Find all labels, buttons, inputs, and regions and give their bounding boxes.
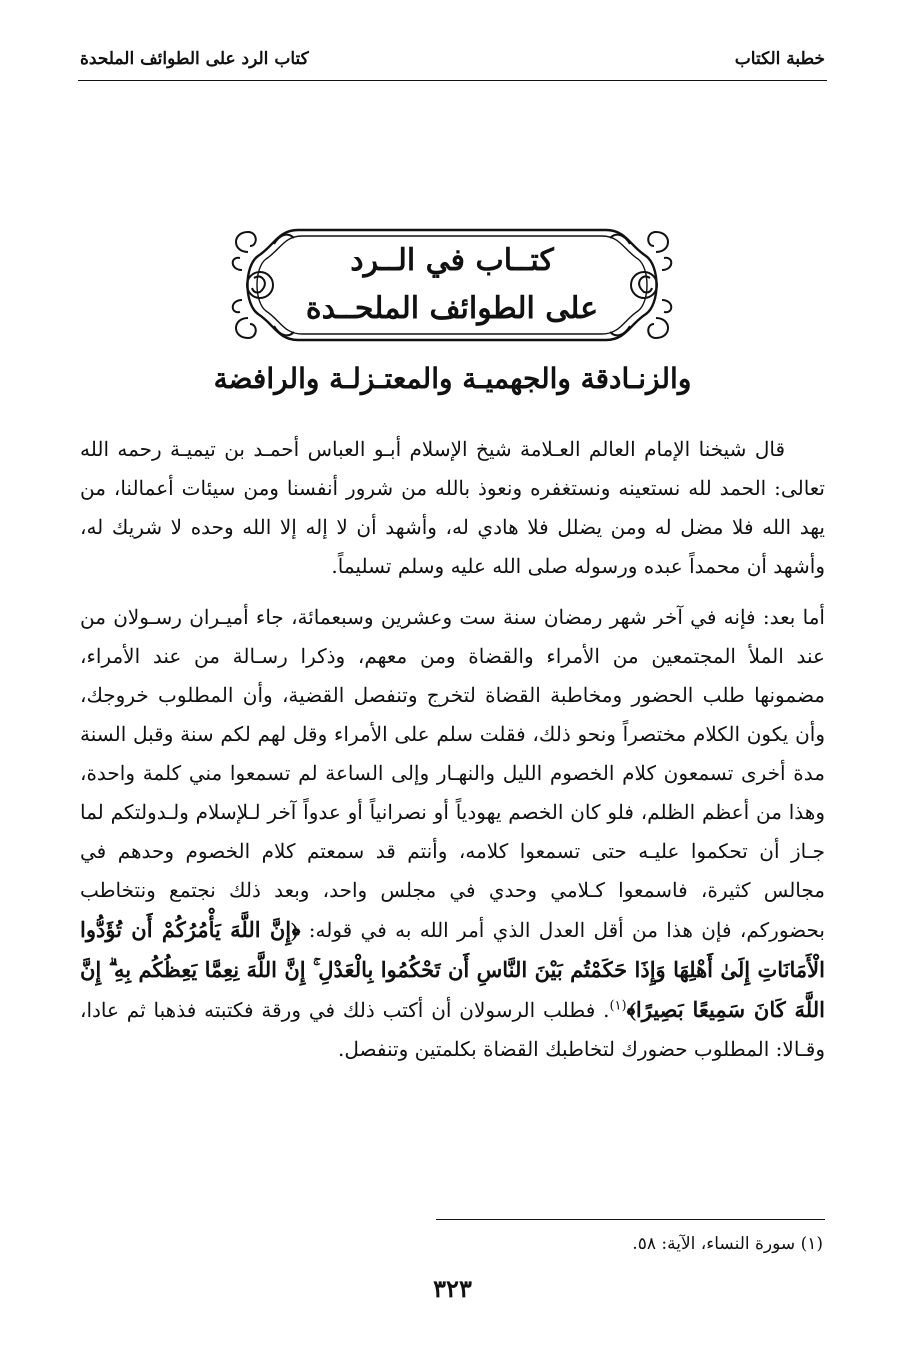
running-header xyxy=(80,44,825,74)
narrative-text-before-verse: أما بعد: فإنه في آخر شهر رمضان سنة ست وعشرين وسبعمائة، جاء أميـران رسـولان من عند الملأ المجتمعين من الأمراء والقضاة ومن معهم، وذكرا رسـالة من عند الأمراء، مضمونها طلب الحضور ومخاطبة القضاة لتخرج وتنفصل القضية، وأن المطلوب خروجك، وأن يكون الكلام مختصراً ونحو ذلك، فقلت سلم على الأمراء وقل لهم لكم سنة وقبل السنة مدة أخرى تسمعون كلام الخصوم الليل والنهـار وإلى الساعة لم تسمعوا مني كلمة واحدة، وهذا من أعظم الظلم، فلو كان الخصم يهودياً أو نصرانياً أو عدواً آخر لـلإسلام ولـدولتكم لما جـاز أن تحكموا عليـه حتى تسمعوا كلامه، وأنتم قد سمعتم كلام الخصوم وحدهم في مجالس كثيرة، فاسمعوا كـلامي وحدي في مجلس واحد، وبعد ذلك نجتمع ونتخاطب بحضوركم، فإن هذا من أقل العدل الذي أمر الله به في قوله: xyxy=(80,605,826,942)
title-line-2: على الطوائف الملحــدة xyxy=(305,291,599,326)
footnote-reference: (١) xyxy=(609,998,627,1014)
main-text xyxy=(80,430,825,1069)
header-book-title: كتاب الرد على الطوائف الملحدة xyxy=(80,49,309,69)
title-cartouche xyxy=(228,216,676,354)
page-number: ٣٢٣ xyxy=(433,1274,472,1303)
book-title xyxy=(306,232,598,338)
footnote: (١) سورة النساء، الآية: ٥٨. xyxy=(632,1234,823,1254)
book-subtitle: والزنـادقة والجهميـة والمعتـزلـة والرافضة xyxy=(213,362,692,395)
footnote-rule xyxy=(436,1219,825,1220)
header-chapter-title: خطبة الكتاب xyxy=(734,49,825,69)
paragraph-narrative xyxy=(80,598,825,1069)
header-rule xyxy=(78,80,827,81)
title-line-1: كتــاب في الــرد xyxy=(350,243,554,278)
paragraph-opening: قال شيخنا الإمام العالم العـلامة شيخ الإسلام أبـو العباس أحمـد بن تيميـة رحمه الله تعالى: الحمد لله نستعينه ونستغفره ونعوذ بالله من شرور أنفسنا ومن سيئات أعمالنا، من يهد الله فلا مضل له ومن يضلل فلا هادي له، وأشهد أن لا إله إلا الله وحده لا شريك له، وأشهد أن محمداً عبده ورسوله صلى الله عليه وسلم تسليماً. xyxy=(80,437,825,578)
narrative-text-after-verse: . فطلب الرسولان أن أكتب ذلك في ورقة فكتبته فذهبا ثم عادا، وقـالا: المطلوب حضورك لتخاطبك القضاة بكلمتين وتنفصل. xyxy=(80,998,825,1061)
quran-verse: ﴿إِنَّ اللَّهَ يَأْمُرُكُمْ أَن تُؤَدُّوا الْأَمَانَاتِ إِلَىٰ أَهْلِهَا وَإِذَا حَكَمْتُم بَيْنَ النَّاسِ أَن تَحْكُمُوا بِالْعَدْلِ ۚ إِنَّ اللَّهَ نِعِمَّا يَعِظُكُم بِهِ ۗ إِنَّ اللَّهَ كَانَ سَمِيعًا بَصِيرًا﴾ xyxy=(80,917,825,1022)
